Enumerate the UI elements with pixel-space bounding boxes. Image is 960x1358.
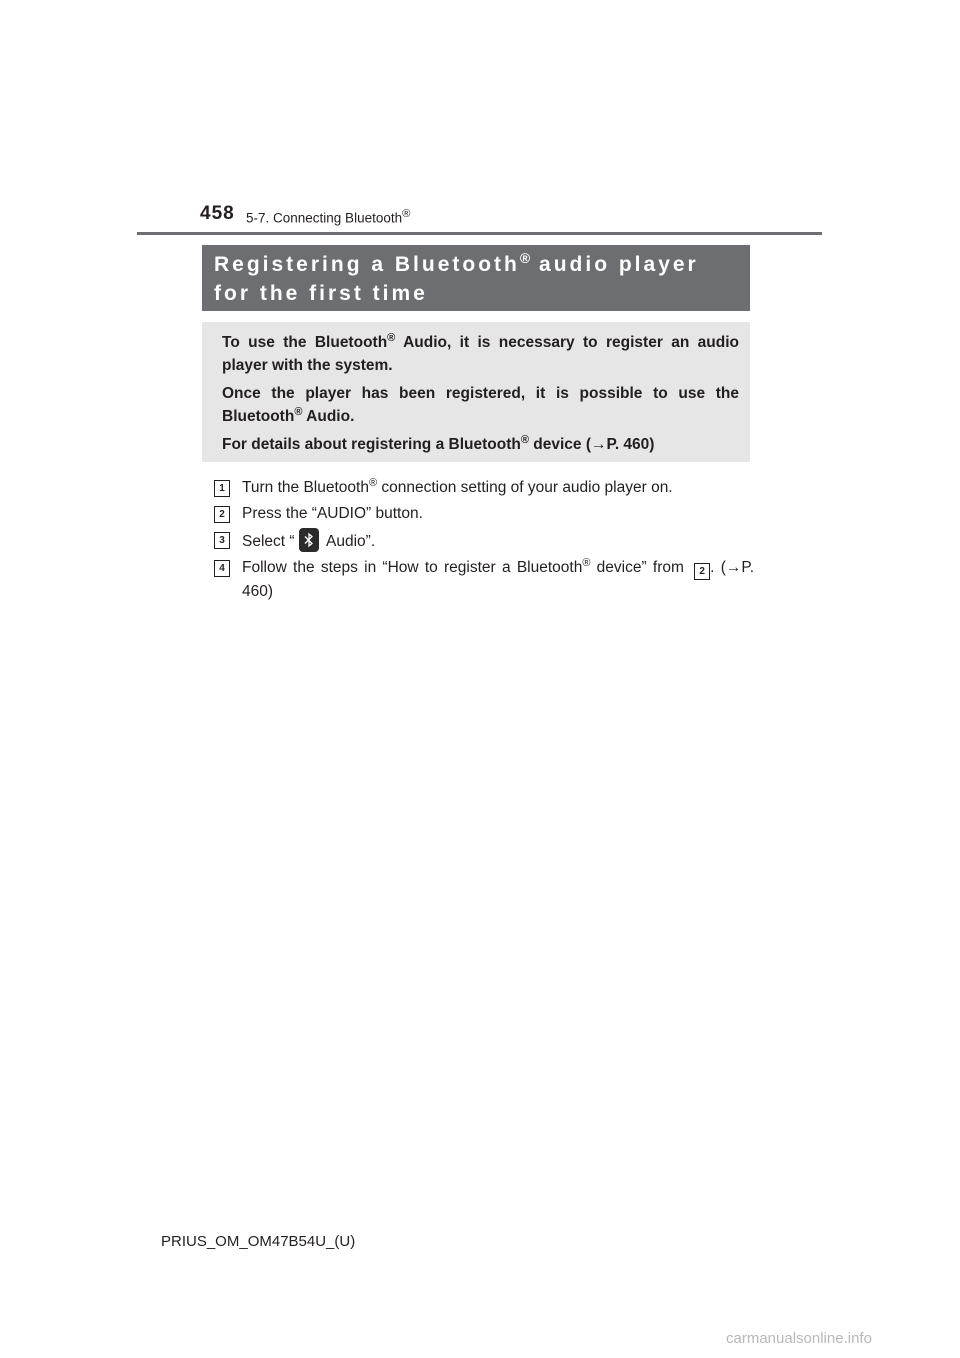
- intro-box: [202, 322, 750, 462]
- header-rule: [137, 232, 822, 235]
- step-list: [214, 476, 754, 606]
- section-label-text: 5-7. Connecting Bluetooth: [246, 210, 403, 226]
- intro-paragraph-2: [222, 382, 739, 428]
- section-label: [246, 208, 410, 226]
- intro-paragraph-1: [222, 331, 739, 377]
- registered-mark: ®: [519, 250, 531, 266]
- step-number: 3: [214, 532, 230, 549]
- registered-mark: ®: [387, 331, 396, 344]
- intro-text: device (→P. 460): [528, 436, 655, 453]
- step-text: Turn the Bluetooth: [242, 479, 369, 496]
- step-item: [214, 528, 754, 553]
- section-title: [202, 245, 750, 311]
- step-text: Select “: [242, 533, 295, 550]
- intro-text: Audio, it is necessary to register an audio player with the system.: [222, 334, 740, 374]
- title-part2: audio player for the first time: [214, 253, 699, 305]
- intro-text: To use the Bluetooth: [222, 334, 388, 351]
- intro-text: Audio.: [302, 408, 355, 425]
- document-code: PRIUS_OM_OM47B54U_(U): [161, 1233, 356, 1250]
- step-item: [214, 556, 754, 603]
- step-number: 1: [214, 480, 230, 497]
- registered-mark: ®: [294, 405, 303, 418]
- page-number: 458: [200, 203, 235, 224]
- title-part1: Registering a Bluetooth: [214, 253, 520, 276]
- registered-mark: ®: [582, 556, 591, 569]
- watermark: carmanualsonline.info: [726, 1330, 872, 1347]
- step-text: connection setting of your audio player on.: [377, 479, 673, 496]
- step-number: 2: [214, 506, 230, 523]
- step-reference-number: 2: [694, 563, 710, 580]
- step-text: device” from: [590, 559, 691, 576]
- registered-mark: ®: [368, 476, 378, 489]
- intro-paragraph-3: [222, 433, 739, 456]
- intro-text: Once the player has been registered, it is possible to use the Bluetooth: [222, 385, 739, 425]
- step-item: [214, 502, 754, 525]
- step-text: Follow the steps in “How to register a Bluetooth: [242, 559, 583, 576]
- step-text: Audio”.: [322, 533, 376, 550]
- step-number: 4: [214, 560, 230, 577]
- intro-text: For details about registering a Bluetooth: [222, 436, 521, 453]
- registered-mark: ®: [520, 433, 529, 446]
- registered-mark: ®: [402, 208, 411, 220]
- step-text: . (→P. 460): [242, 559, 755, 600]
- step-item: [214, 476, 754, 499]
- bluetooth-icon: [299, 528, 319, 552]
- step-text: Press the “AUDIO” button.: [242, 505, 423, 522]
